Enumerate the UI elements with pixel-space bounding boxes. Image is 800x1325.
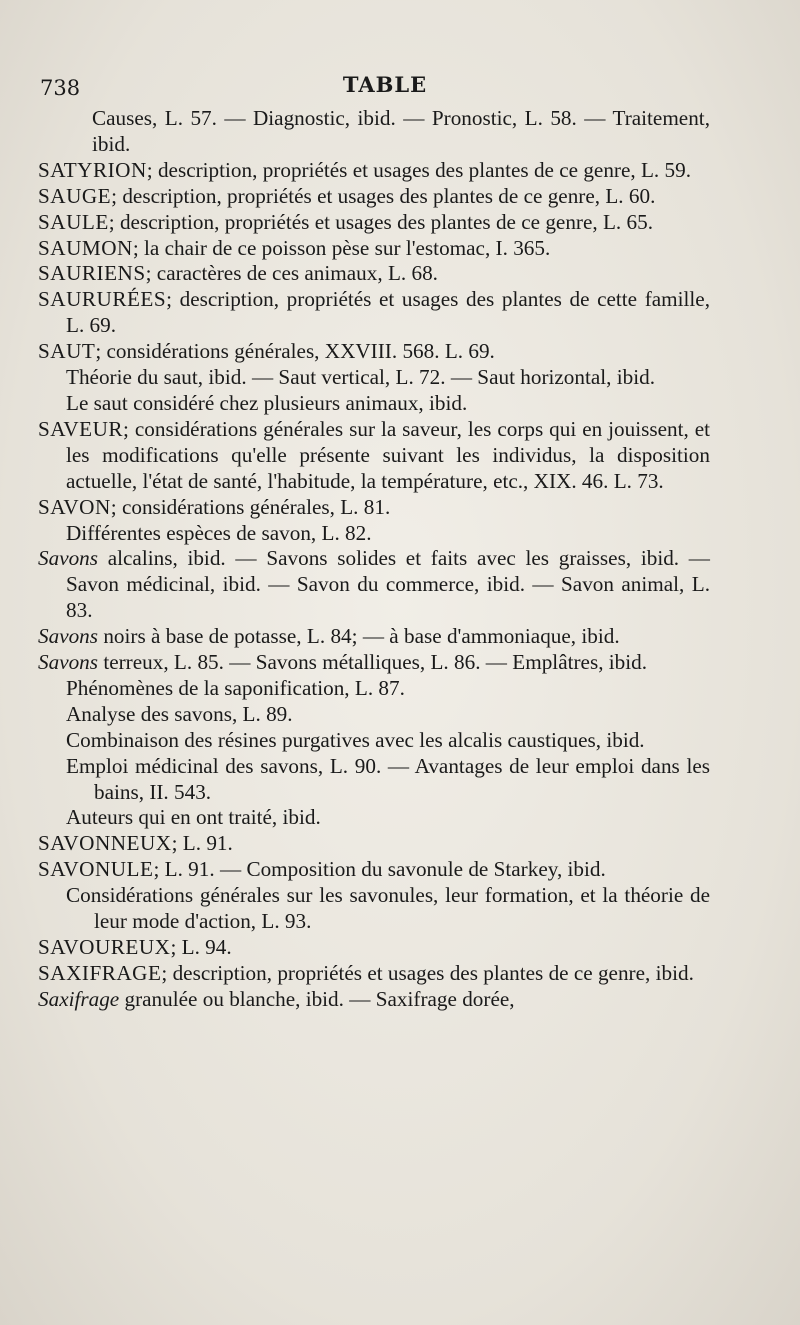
- entry-keyword: SAVEUR: [38, 416, 124, 441]
- index-entry: [38, 391, 710, 417]
- index-entry: [38, 106, 710, 158]
- index-entry: [38, 702, 710, 728]
- entry-text: terreux, L. 85. — Savons métalliques, L. 86. — Emplâtres, ibid.: [98, 650, 648, 675]
- index-entry: [38, 728, 710, 754]
- index-entry: [38, 650, 710, 676]
- index-entry: [38, 624, 710, 650]
- entry-keyword: Savons: [38, 624, 99, 649]
- entry-text: ; description, propriétés et usages des plantes de cette famille, L. 69.: [66, 287, 710, 338]
- entry-text: Auteurs qui en ont traité, ibid.: [66, 805, 321, 830]
- index-entry: [38, 987, 710, 1013]
- entry-text: ; considérations générales, L. 81.: [110, 494, 391, 519]
- page-title: TABLE: [342, 72, 428, 97]
- entry-text: ; description, propriétés et usages des plantes de ce genre, L. 60.: [111, 183, 656, 208]
- entry-text: ; considérations générales, XXVIII. 568. L. 69.: [95, 339, 495, 364]
- entry-text: noirs à base de potasse, L. 84; — à base d'ammoniaque, ibid.: [98, 624, 620, 649]
- index-entry: [38, 417, 710, 495]
- index-entry: [38, 339, 710, 365]
- entry-text: Analyse des savons, L. 89.: [66, 701, 293, 726]
- index-entry: [38, 883, 710, 935]
- entry-keyword: SAXIFRAGE: [38, 960, 162, 985]
- entry-text: ; caractères de ces animaux, L. 68.: [145, 261, 438, 286]
- index-entry: [38, 676, 710, 702]
- entry-keyword: Savons: [38, 650, 99, 675]
- index-entry: [38, 754, 710, 806]
- index-entry: [38, 521, 710, 547]
- entry-keyword: SAULE: [38, 209, 109, 234]
- index-entry: [38, 365, 710, 391]
- page-number: 738: [40, 76, 81, 100]
- index-entry: [38, 857, 710, 883]
- entry-keyword: Saxifrage: [38, 986, 120, 1011]
- entry-text: ; considérations générales sur la saveur, les corps qui en jouissent, et les modifications qu'elle présente suivant les individus, la disposition actuelle, l'état de santé, l'habitude, la température, etc., XIX. 46. L. 73.: [66, 416, 710, 493]
- entry-keyword: SAUGE: [38, 183, 112, 208]
- entry-text: granulée ou blanche, ibid. — Saxifrage dorée,: [119, 986, 515, 1011]
- index-entry: [38, 495, 710, 521]
- entry-keyword: SAVOUREUX: [38, 935, 171, 959]
- index-entry: [38, 287, 710, 339]
- entry-text: ; description, propriétés et usages des plantes de ce genre, ibid.: [161, 960, 694, 985]
- entry-keyword: SAURURÉES: [38, 287, 167, 312]
- entry-text: Emploi médicinal des savons, L. 90. — Avantages de leur emploi dans les bains, II. 543.: [66, 753, 710, 804]
- index-entry: [38, 158, 710, 184]
- entry-text: Phénomènes de la saponification, L. 87.: [66, 675, 405, 700]
- index-entries: [38, 106, 710, 1013]
- entry-text: Théorie du saut, ibid. — Saut vertical, L. 72. — Saut horizontal, ibid.: [66, 365, 656, 390]
- entry-text: ; L. 91. — Composition du savonule de Starkey, ibid.: [153, 857, 606, 882]
- entry-keyword: SAVON: [38, 494, 111, 519]
- entry-keyword: SAVONULE: [38, 857, 154, 882]
- entry-text: ; L. 94.: [170, 935, 232, 959]
- entry-text: ; description, propriétés et usages des plantes de ce genre, L. 65.: [108, 209, 654, 234]
- index-entry: [38, 831, 710, 857]
- entry-text: alcalins, ibid. — Savons solides et faits avec les graisses, ibid. — Savon médicinal, ibid. — Savon du commerce, ibid. — Savon animal, L. 83.: [66, 546, 710, 623]
- entry-text: ; description, propriétés et usages des plantes de ce genre, L. 59.: [146, 157, 692, 182]
- entry-keyword: SAVONNEUX: [38, 831, 172, 856]
- entry-keyword: SAUMON: [38, 235, 133, 260]
- entry-text: Causes, L. 57. — Diagnostic, ibid. — Pronostic, L. 58. — Traitement, ibid.: [92, 106, 710, 156]
- index-entry: [38, 236, 710, 262]
- index-entry: [38, 961, 710, 987]
- entry-keyword: Savons: [38, 546, 99, 571]
- index-entry: [38, 261, 710, 287]
- entry-text: Le saut considéré chez plusieurs animaux, ibid.: [66, 390, 468, 415]
- entry-text: Différentes espèces de savon, L. 82.: [66, 520, 372, 545]
- entry-keyword: SAURIENS: [38, 261, 146, 286]
- entry-text: Combinaison des résines purgatives avec les alcalis caustiques, ibid.: [66, 727, 645, 752]
- entry-text: ; L. 91.: [171, 831, 233, 856]
- entry-text: ; la chair de ce poisson pèse sur l'estomac, I. 365.: [132, 235, 551, 260]
- index-entry: [38, 184, 710, 210]
- index-entry: [38, 805, 710, 831]
- index-entry: [38, 546, 710, 624]
- index-entry: [38, 210, 710, 236]
- entry-text: Considérations générales sur les savonules, leur formation, et la théorie de leur mode d'action, L. 93.: [66, 883, 710, 934]
- page-header: [40, 72, 730, 106]
- entry-keyword: SATYRION: [38, 157, 147, 182]
- index-entry: [38, 935, 710, 961]
- entry-keyword: SAUT: [38, 339, 96, 364]
